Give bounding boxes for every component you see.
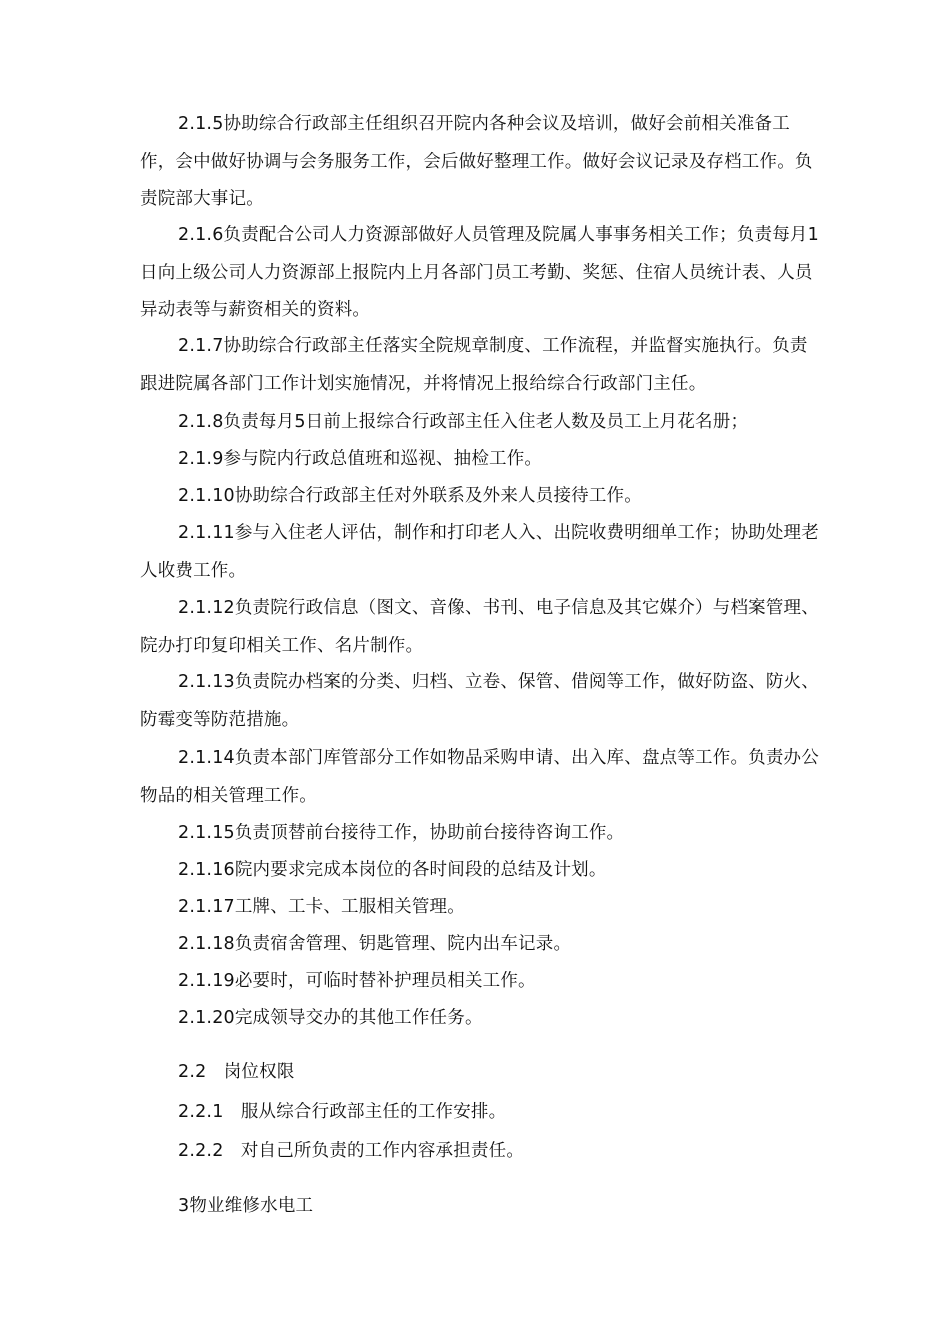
section-3-heading: 3物业维修水电工 (178, 1196, 314, 1216)
paragraph-2-1-16: 2.1.16院内要求完成本岗位的各时间段的总结及计划。 (178, 860, 607, 880)
paragraph-2-1-15: 2.1.15负责顶替前台接待工作，协助前台接待咨询工作。 (178, 823, 625, 843)
section-2-2-1-item: 2.2.1 服从综合行政部主任的工作安排。 (178, 1102, 507, 1122)
section-2-2-heading: 2.2 岗位权限 (178, 1062, 295, 1082)
paragraph-2-1-17: 2.1.17工牌、工卡、工服相关管理。 (178, 897, 465, 917)
paragraph-2-1-13: 2.1.13负责院办档案的分类、归档、立卷、保管、借阅等工作，做好防盗、防火、防霉变等防范措施。 (140, 672, 819, 730)
paragraph-2-1-6: 2.1.6负责配合公司人力资源部做好人员管理及院属人事事务相关工作；负责每月1日向上级公司人力资源部上报院内上月各部门员工考勤、奖惩、住宿人员统计表、人员异动表等与薪资相关的资料。 (140, 225, 819, 320)
paragraph-2-1-7: 2.1.7协助综合行政部主任落实全院规章制度、工作流程，并监督实施执行。负责跟进院属各部门工作计划实施情况，并将情况上报给综合行政部门主任。 (140, 336, 808, 394)
paragraph-2-1-8: 2.1.8负责每月5日前上报综合行政部主任入住老人数及员工上月花名册； (178, 412, 749, 432)
paragraph-2-1-11: 2.1.11参与入住老人评估，制作和打印老人入、出院收费明细单工作；协助处理老人收费工作。 (140, 523, 819, 581)
paragraph-2-1-14: 2.1.14负责本部门库管部分工作如物品采购申请、出入库、盘点等工作。负责办公物品的相关管理工作。 (140, 748, 819, 806)
paragraph-2-1-9: 2.1.9参与院内行政总值班和巡视、抽检工作。 (178, 449, 543, 469)
paragraph-2-1-10: 2.1.10协助综合行政部主任对外联系及外来人员接待工作。 (178, 486, 642, 506)
paragraph-2-1-5: 2.1.5协助综合行政部主任组织召开院内各种会议及培训，做好会前相关准备工作，会中做好协调与会务服务工作，会后做好整理工作。做好会议记录及存档工作。负责院部大事记。 (140, 114, 813, 209)
section-2-2-2-item: 2.2.2 对自己所负责的工作内容承担责任。 (178, 1141, 525, 1161)
paragraph-2-1-18: 2.1.18负责宿舍管理、钥匙管理、院内出车记录。 (178, 934, 572, 954)
paragraph-2-1-20: 2.1.20完成领导交办的其他工作任务。 (178, 1008, 483, 1028)
paragraph-2-1-12: 2.1.12负责院行政信息（图文、音像、书刊、电子信息及其它媒介）与档案管理、院办打印复印相关工作、名片制作。 (140, 598, 819, 656)
paragraph-2-1-19: 2.1.19必要时，可临时替补护理员相关工作。 (178, 971, 536, 991)
